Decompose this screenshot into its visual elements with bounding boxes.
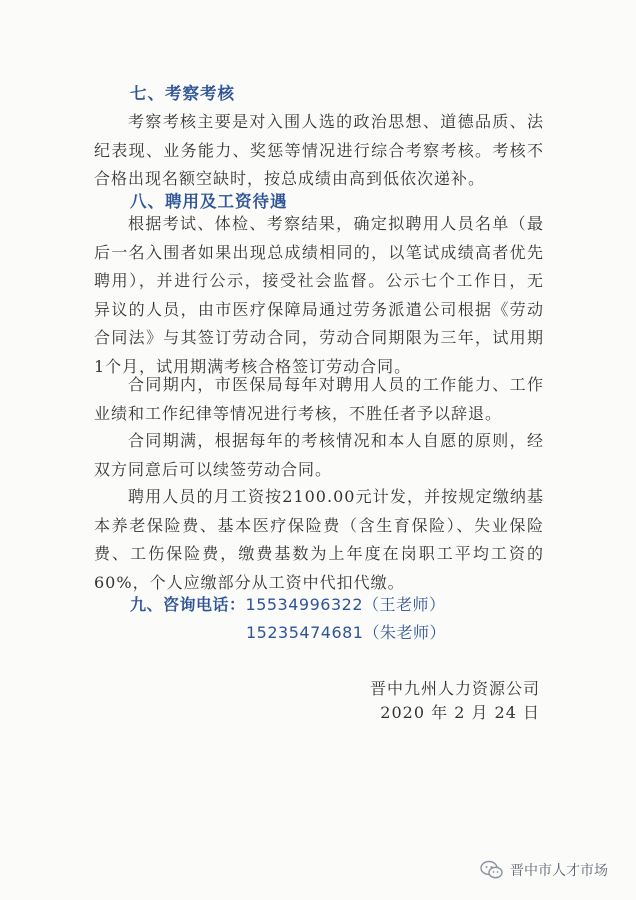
phone-number-1[interactable]: 15534996322（王老师） (245, 595, 446, 614)
wechat-icon (480, 859, 504, 881)
consult-phone-row-2 (246, 620, 446, 643)
watermark (480, 858, 630, 882)
watermark-text: 晋中市人才市场 (510, 863, 608, 879)
section-7-heading: 七、考察考核 (130, 84, 235, 103)
section-8-paragraph-1: 根据考试、体检、考察结果，确定拟聘用人员名单（最后一名入围者如果出现总成绩相同的，以笔试成绩高者优先聘用），并进行公示，接受社会监督。公示七个工作日，无异议的人员，由市医疗保障局通过劳务派遣公司根据《劳动合同法》与其签订劳动合同，劳动合同期限为三年，试用期1个月，试用期满考核合格签订劳动合同。 (94, 214, 544, 376)
section-7-body: 考察考核主要是对入围人选的政治思想、道德品质、法纪表现、业务能力、奖惩等情况进行综合考察考核。考核不合格出现名额空缺时，按总成绩由高到低依次递补。 (94, 112, 544, 188)
section-8-paragraph-3: 合同期满，根据每年的考核情况和本人自愿的原则，经双方同意后可以续签劳动合同。 (94, 431, 544, 479)
signature-date: 2020 年 2 月 24 日 (380, 703, 540, 722)
section-8-paragraph-2: 合同期内，市医保局每年对聘用人员的工作能力、工作业绩和工作纪律等情况进行考核，不胜任者予以辞退。 (94, 375, 544, 423)
section-8-paragraph-4: 聘用人员的月工资按2100.00元计发，并按规定缴纳基本养老保险费、基本医疗保险费（含生育保险）、失业保险费、工伤保险费，缴费基数为上年度在岗职工平均工资的60%，个人应缴部分从工资中代扣代缴。 (94, 487, 544, 592)
consult-phone-row-1 (130, 592, 446, 615)
section-9-heading: 九、咨询电话： (130, 595, 246, 614)
signature-org: 晋中九州人力资源公司 (369, 679, 540, 698)
section-8-heading: 八、聘用及工资待遇 (130, 192, 288, 211)
phone-number-2[interactable]: 15235474681（朱老师） (246, 623, 446, 642)
